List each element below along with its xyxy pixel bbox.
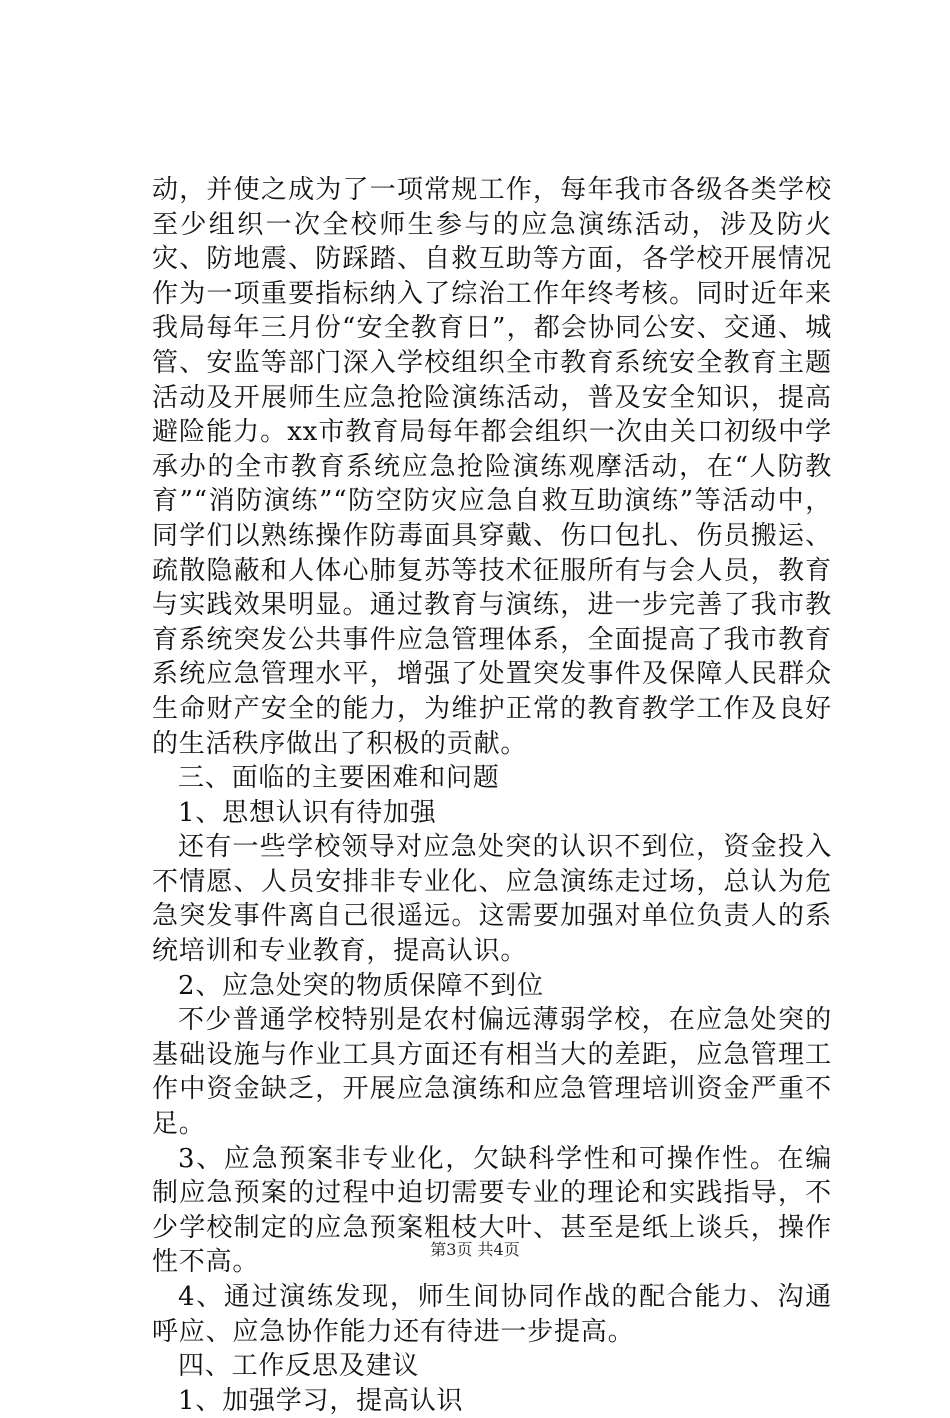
paragraph-coordination: 4、通过演练发现，师生间协同作战的配合能力、沟通呼应、应急协作能力还有待进一步提高。 xyxy=(152,1282,832,1347)
paragraph-material-support: 不少普通学校特别是农村偏远薄弱学校，在应急处突的基础设施与作业工具方面还有相当大的差距，应急管理工作中资金缺乏，开展应急演练和应急管理培训资金严重不足。 xyxy=(152,1005,832,1140)
subheading-awareness: 1、思想认识有待加强 xyxy=(178,797,437,828)
page-footer xyxy=(0,1240,950,1260)
subheading-strengthen-learning: 1、加强学习，提高认识 xyxy=(178,1385,464,1416)
page-number: 第3页 共4页 xyxy=(430,1240,520,1259)
paragraph-drill-summary: 动，并使之成为了一项常规工作，每年我市各级各类学校至少组织一次全校师生参与的应急演练活动，涉及防火灾、防地震、防踩踏、自救互助等方面，各学校开展情况作为一项重要指标纳入了综治工作年终考核。同时近年来我局每年三月份“安全教育日”，都会协同公安、交通、城管、安监等部门深入学校组织全市教育系统安全教育主题活动及开展师生应急抢险演练活动，普及安全知识，提高避险能力。xx市教育局每年都会组织一次由关口初级中学承办的全市教育系统应急抢险演练观摩活动，在“人防教育”“消防演练”“防空防灾应急自救互助演练”等活动中，同学们以熟练操作防毒面具穿戴、伤口包扎、伤员搬运、疏散隐蔽和人体心肺复苏等技术征服所有与会人员，教育与实践效果明显。通过教育与演练，进一步完善了我市教育系统突发公共事件应急管理体系，全面提高了我市教育系统应急管理水平，增强了处置突发事件及保障人民群众生命财产安全的能力，为维护正常的教育教学工作及良好的生活秩序做出了积极的贡献。 xyxy=(152,175,832,759)
heading-section-three: 三、面临的主要困难和问题 xyxy=(178,763,500,794)
heading-section-four: 四、工作反思及建议 xyxy=(178,1351,420,1382)
subheading-material-support: 2、应急处突的物质保障不到位 xyxy=(178,970,544,1001)
document-body xyxy=(152,173,832,1418)
paragraph-emergency-plan: 3、应急预案非专业化，欠缺科学性和可操作性。在编制应急预案的过程中迫切需要专业的理论和实践指导，不少学校制定的应急预案粗枝大叶、甚至是纸上谈兵，操作性不高。 xyxy=(152,1143,832,1278)
paragraph-awareness: 还有一些学校领导对应急处突的认识不到位，资金投入不情愿、人员安排非专业化、应急演练走过场，总认为危急突发事件离自己很遥远。这需要加强对单位负责人的系统培训和专业教育，提高认识。 xyxy=(152,832,832,967)
